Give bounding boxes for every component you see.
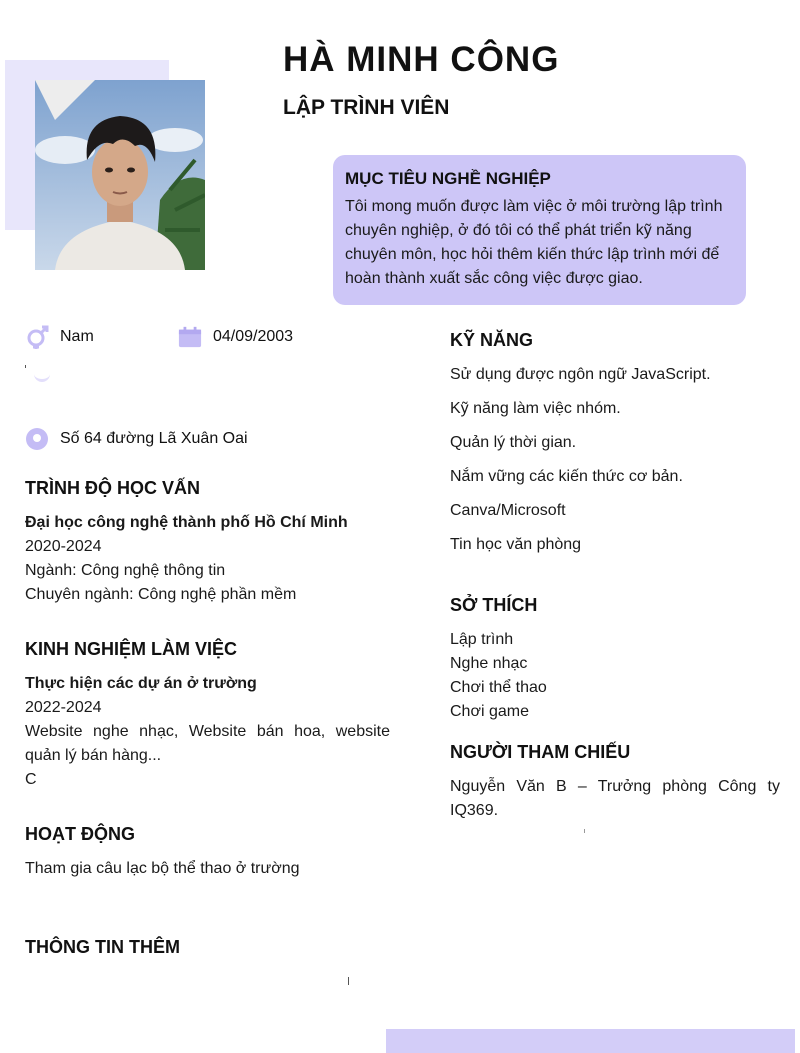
additional-info-heading: THÔNG TIN THÊM xyxy=(25,937,180,957)
skills-heading: KỸ NĂNG xyxy=(450,330,534,350)
experience-section xyxy=(25,639,390,792)
stray-mark xyxy=(25,365,26,368)
activities-section xyxy=(25,824,390,881)
job-title: LẬP TRÌNH VIÊN xyxy=(283,96,450,119)
calendar-icon xyxy=(178,325,202,349)
skill-item: Canva/Microsoft xyxy=(450,502,566,519)
skill-item: Quản lý thời gian. xyxy=(450,434,577,451)
location-pin-icon xyxy=(25,427,49,451)
experience-heading: KINH NGHIỆM LÀM VIỆC xyxy=(25,639,238,659)
birthday-value: 04/09/2003 xyxy=(213,328,294,345)
skill-item: Sử dụng được ngôn ngữ JavaScript. xyxy=(450,366,711,383)
candidate-name: HÀ MINH CÔNG xyxy=(283,40,560,79)
stray-mark xyxy=(348,977,349,985)
hobby-item: Chơi game xyxy=(450,703,529,720)
education-specialization: Chuyên ngành: Công nghệ phần mềm xyxy=(25,586,297,603)
address-value: Số 64 đường Lã Xuân Oai xyxy=(60,430,248,447)
hobby-item: Chơi thể thao xyxy=(450,679,547,696)
education-major: Ngành: Công nghệ thông tin xyxy=(25,562,226,579)
experience-description: Website nghe nhạc, Website bán hoa, website quản lý bán hàng... xyxy=(25,723,390,764)
skill-item: Kỹ năng làm việc nhóm. xyxy=(450,400,621,417)
additional-info-section xyxy=(25,937,390,970)
profile-photo xyxy=(35,80,205,270)
phone-icon xyxy=(34,372,50,382)
experience-years: 2022-2024 xyxy=(25,699,102,716)
references-section xyxy=(450,742,780,823)
birthday-row xyxy=(178,325,293,349)
references-heading: NGƯỜI THAM CHIẾU xyxy=(450,742,631,762)
skills-section xyxy=(450,330,780,567)
hobby-item: Lập trình xyxy=(450,631,514,648)
hobby-item: Nghe nhạc xyxy=(450,655,528,672)
objective-text: Tôi mong muốn được làm việc ở môi trường lập trình chuyên nghiệp, ở đó tôi có thể phát triển kỹ năng chuyên môn, học hỏi thêm kiến thức lập trình mới để hoàn thành xuất sắc công việc được giao. xyxy=(345,198,723,287)
education-heading: TRÌNH ĐỘ HỌC VẤN xyxy=(25,478,200,498)
gender-value: Nam xyxy=(60,328,94,345)
career-objective-box xyxy=(333,155,746,305)
activities-heading: HOẠT ĐỘNG xyxy=(25,824,135,844)
stray-mark xyxy=(584,829,585,833)
address-row xyxy=(25,427,248,451)
education-section xyxy=(25,478,390,607)
activities-text: Tham gia câu lạc bộ thể thao ở trường xyxy=(25,860,300,877)
references-text: Nguyễn Văn B – Trưởng phòng Công ty IQ369. xyxy=(450,778,780,819)
skill-item: Tin học văn phòng xyxy=(450,536,582,553)
hobbies-heading: SỞ THÍCH xyxy=(450,595,538,615)
decorative-footer-bar xyxy=(386,1029,795,1053)
education-years: 2020-2024 xyxy=(25,538,102,555)
experience-extra: C xyxy=(25,771,37,788)
hobbies-section xyxy=(450,595,780,724)
education-school: Đại học công nghệ thành phố Hồ Chí Minh xyxy=(25,514,348,531)
gender-row xyxy=(25,325,94,349)
objective-heading: MỤC TIÊU NGHỀ NGHIỆP xyxy=(345,169,551,188)
skill-item: Nắm vững các kiến thức cơ bản. xyxy=(450,468,683,485)
experience-title: Thực hiện các dự án ở trường xyxy=(25,675,257,692)
gender-icon xyxy=(25,325,49,349)
